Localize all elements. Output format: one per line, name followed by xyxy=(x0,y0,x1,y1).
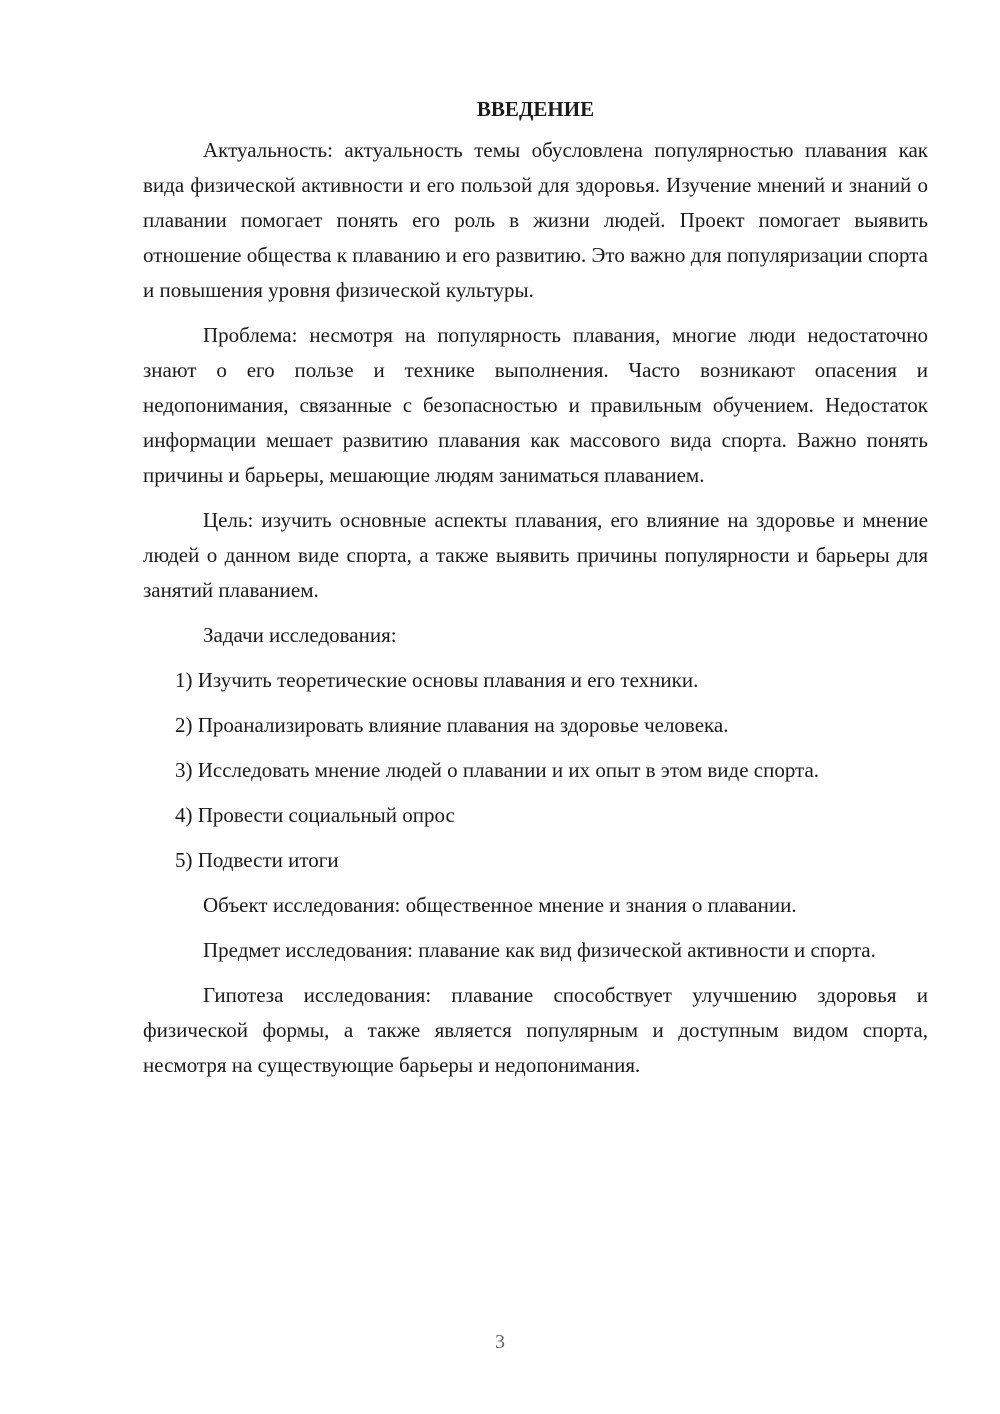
problem-paragraph: Проблема: несмотря на популярность плавания, многие люди недостаточно знают о его пользе и технике выполнения. Часто возникают опасения и недопонимания, связанные с безопасностью и правильным обучением. Недостаток информации мешает развитию плавания как массового вида спорта. Важно понять причины и барьеры, мешающие людям заниматься плаванием. xyxy=(143,323,928,487)
task-item-1: 1) Изучить теоретические основы плавания и его техники. xyxy=(175,668,699,692)
subject-paragraph: Предмет исследования: плавание как вид физической активности и спорта. xyxy=(203,938,876,962)
tasks-list xyxy=(143,663,928,878)
relevance-paragraph: Актуальность: актуальность темы обусловлена популярностью плавания как вида физической активности и его пользой для здоровья. Изучение мнений и знаний о плавании помогает понять его роль в жизни людей. Проект помогает выявить отношение общества к плаванию и его развитию. Это важно для популяризации спорта и повышения уровня физической культуры. xyxy=(143,138,928,302)
document-page xyxy=(143,92,928,1093)
task-item-2: 2) Проанализировать влияние плавания на здоровье человека. xyxy=(175,713,729,737)
page-number: 3 xyxy=(495,1331,505,1353)
task-item-4: 4) Провести социальный опрос xyxy=(175,803,455,827)
goal-paragraph: Цель: изучить основные аспекты плавания, его влияние на здоровье и мнение людей о данном виде спорта, а также выявить причины популярности и барьеры для занятий плаванием. xyxy=(143,508,928,602)
tasks-heading: Задачи исследования: xyxy=(203,623,397,647)
document-title: ВВЕДЕНИЕ xyxy=(476,97,595,121)
object-paragraph: Объект исследования: общественное мнение и знания о плавании. xyxy=(203,893,797,917)
hypothesis-paragraph: Гипотеза исследования: плавание способствует улучшению здоровья и физической формы, а также является популярным и доступным видом спорта, несмотря на существующие барьеры и недопонимания. xyxy=(143,983,928,1077)
task-item-5: 5) Подвести итоги xyxy=(175,848,339,872)
task-item-3: 3) Исследовать мнение людей о плавании и их опыт в этом виде спорта. xyxy=(175,758,820,782)
